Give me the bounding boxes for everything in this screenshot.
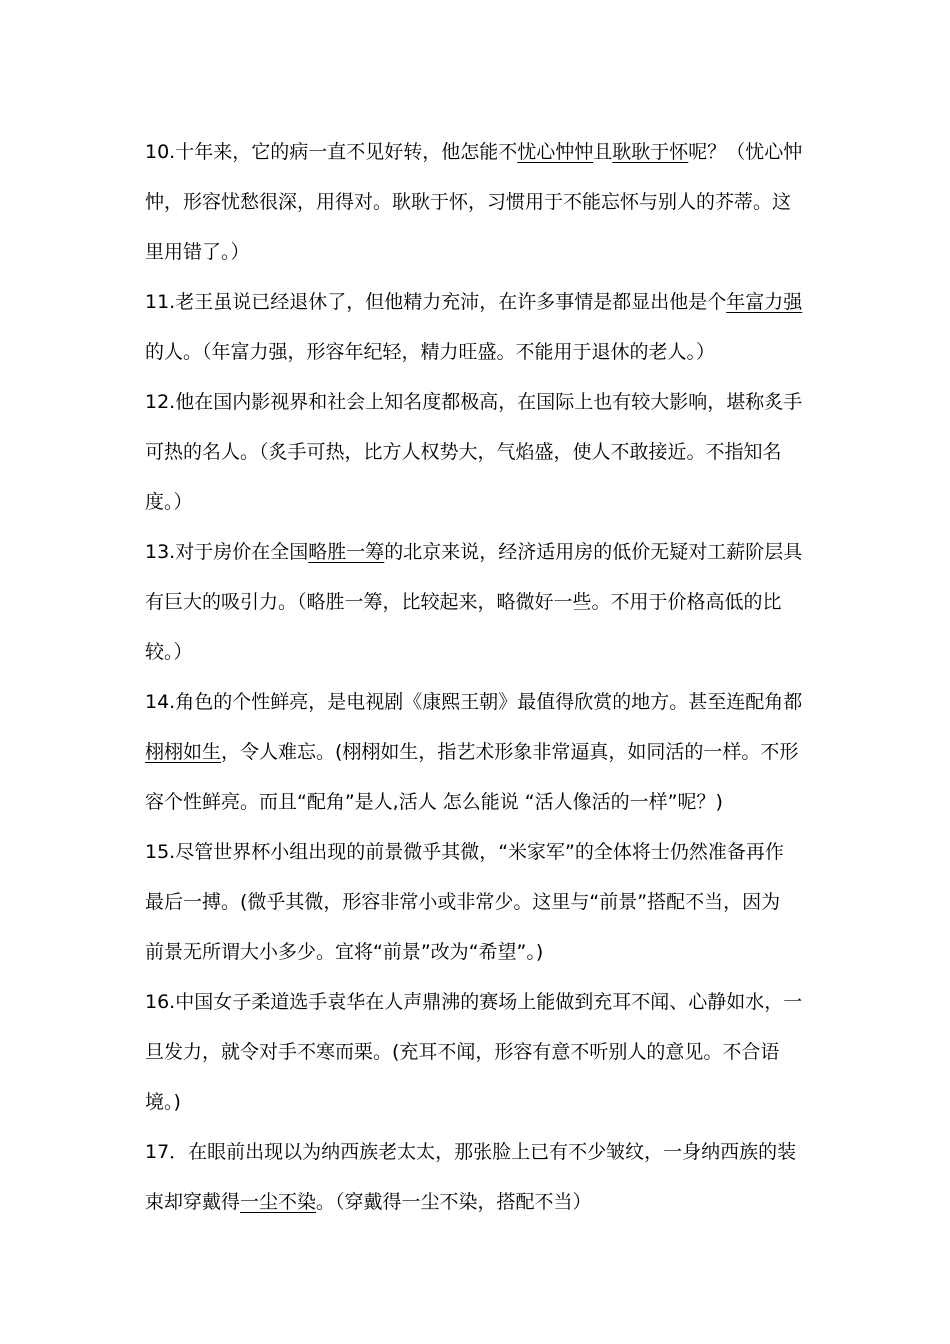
text-run: 最后一搏。(微乎其微，形容非常小或非常少。这里与“前景”搭配不当，因为	[145, 891, 781, 913]
text-line	[145, 927, 807, 977]
text-line	[145, 1177, 807, 1227]
text-line	[145, 277, 807, 327]
text-run: 。（穿戴得一尘不染，搭配不当）	[316, 1191, 592, 1213]
text-run: 境。)	[145, 1091, 181, 1113]
text-run: 15.尽管世界杯小组出现的前景微乎其微，“米家军”的全体将士仍然准备再作	[145, 841, 784, 863]
text-run: 较。）	[145, 641, 193, 663]
text-run: 呢？（忧心忡	[688, 141, 803, 163]
text-run: 12.他在国内影视界和社会上知名度都极高，在国际上也有较大影响，堪称炙手	[145, 391, 803, 413]
text-line	[145, 327, 807, 377]
text-line	[145, 127, 807, 177]
text-line	[145, 677, 807, 727]
text-run: 可热的名人。（炙手可热，比方人权势大，气焰盛，使人不敢接近。不指知名	[145, 441, 782, 463]
underlined-idiom: 栩栩如生	[145, 741, 222, 763]
text-line	[145, 577, 807, 627]
text-line	[145, 877, 807, 927]
text-run: 的人。（年富力强，形容年纪轻，精力旺盛。不能用于退休的老人。）	[145, 341, 716, 363]
text-line	[145, 377, 807, 427]
document-body	[145, 127, 807, 1227]
text-line	[145, 827, 807, 877]
text-run: 度。）	[145, 491, 193, 513]
text-line	[145, 1077, 807, 1127]
text-run: 17．在眼前出现以为纳西族老太太，那张脸上已有不少皱纹，一身纳西族的装	[145, 1141, 797, 1163]
text-line	[145, 627, 807, 677]
text-run: 容个性鲜亮。而且“配角”是人,活人 怎么能说 “活人像活的一样”呢？)	[145, 791, 723, 813]
text-line	[145, 727, 807, 777]
text-run: 16.中国女子柔道选手袁华在人声鼎沸的赛场上能做到充耳不闻、心静如水，一	[145, 991, 803, 1013]
text-line	[145, 1127, 807, 1177]
text-run: 束却穿戴得	[145, 1191, 241, 1213]
underlined-idiom: 耿耿于怀	[612, 141, 689, 163]
text-line	[145, 427, 807, 477]
text-line	[145, 527, 807, 577]
text-line	[145, 777, 807, 827]
text-run: 13.对于房价在全国	[145, 541, 309, 563]
text-line	[145, 477, 807, 527]
text-run: 11.老王虽说已经退休了，但他精力充沛，在许多事情是都显出他是个	[145, 291, 727, 313]
text-line	[145, 227, 807, 277]
text-run: 10.十年来，它的病一直不见好转，他怎能不	[145, 141, 518, 163]
text-run: 旦发力，就令对手不寒而栗。(充耳不闻，形容有意不听别人的意见。不合语	[145, 1041, 780, 1063]
text-run: 忡，形容忧愁很深，用得对。耿耿于怀，习惯用于不能忘怀与别人的芥蒂。这	[145, 191, 792, 213]
underlined-idiom: 年富力强	[726, 291, 803, 313]
text-run: 14.角色的个性鲜亮，是电视剧《康熙王朝》最值得欣赏的地方。甚至连配角都	[145, 691, 803, 713]
text-run: 的北京来说，经济适用房的低价无疑对工薪阶层具	[384, 541, 803, 563]
text-run: 有巨大的吸引力。（略胜一筹，比较起来，略微好一些。不用于价格高低的比	[145, 591, 782, 613]
text-run: 且	[593, 141, 613, 163]
text-line	[145, 177, 807, 227]
text-run: ，令人难忘。(栩栩如生，指艺术形象非常逼真，如同活的一样。不形	[221, 741, 799, 763]
underlined-idiom: 略胜一筹	[308, 541, 385, 563]
text-line	[145, 1027, 807, 1077]
underlined-idiom: 忧心忡忡	[517, 141, 594, 163]
text-run: 前景无所谓大小多少。宜将“前景”改为“希望”。)	[145, 941, 544, 963]
text-line	[145, 977, 807, 1027]
underlined-idiom: 一尘不染	[240, 1191, 317, 1213]
text-run: 里用错了。）	[145, 241, 250, 263]
